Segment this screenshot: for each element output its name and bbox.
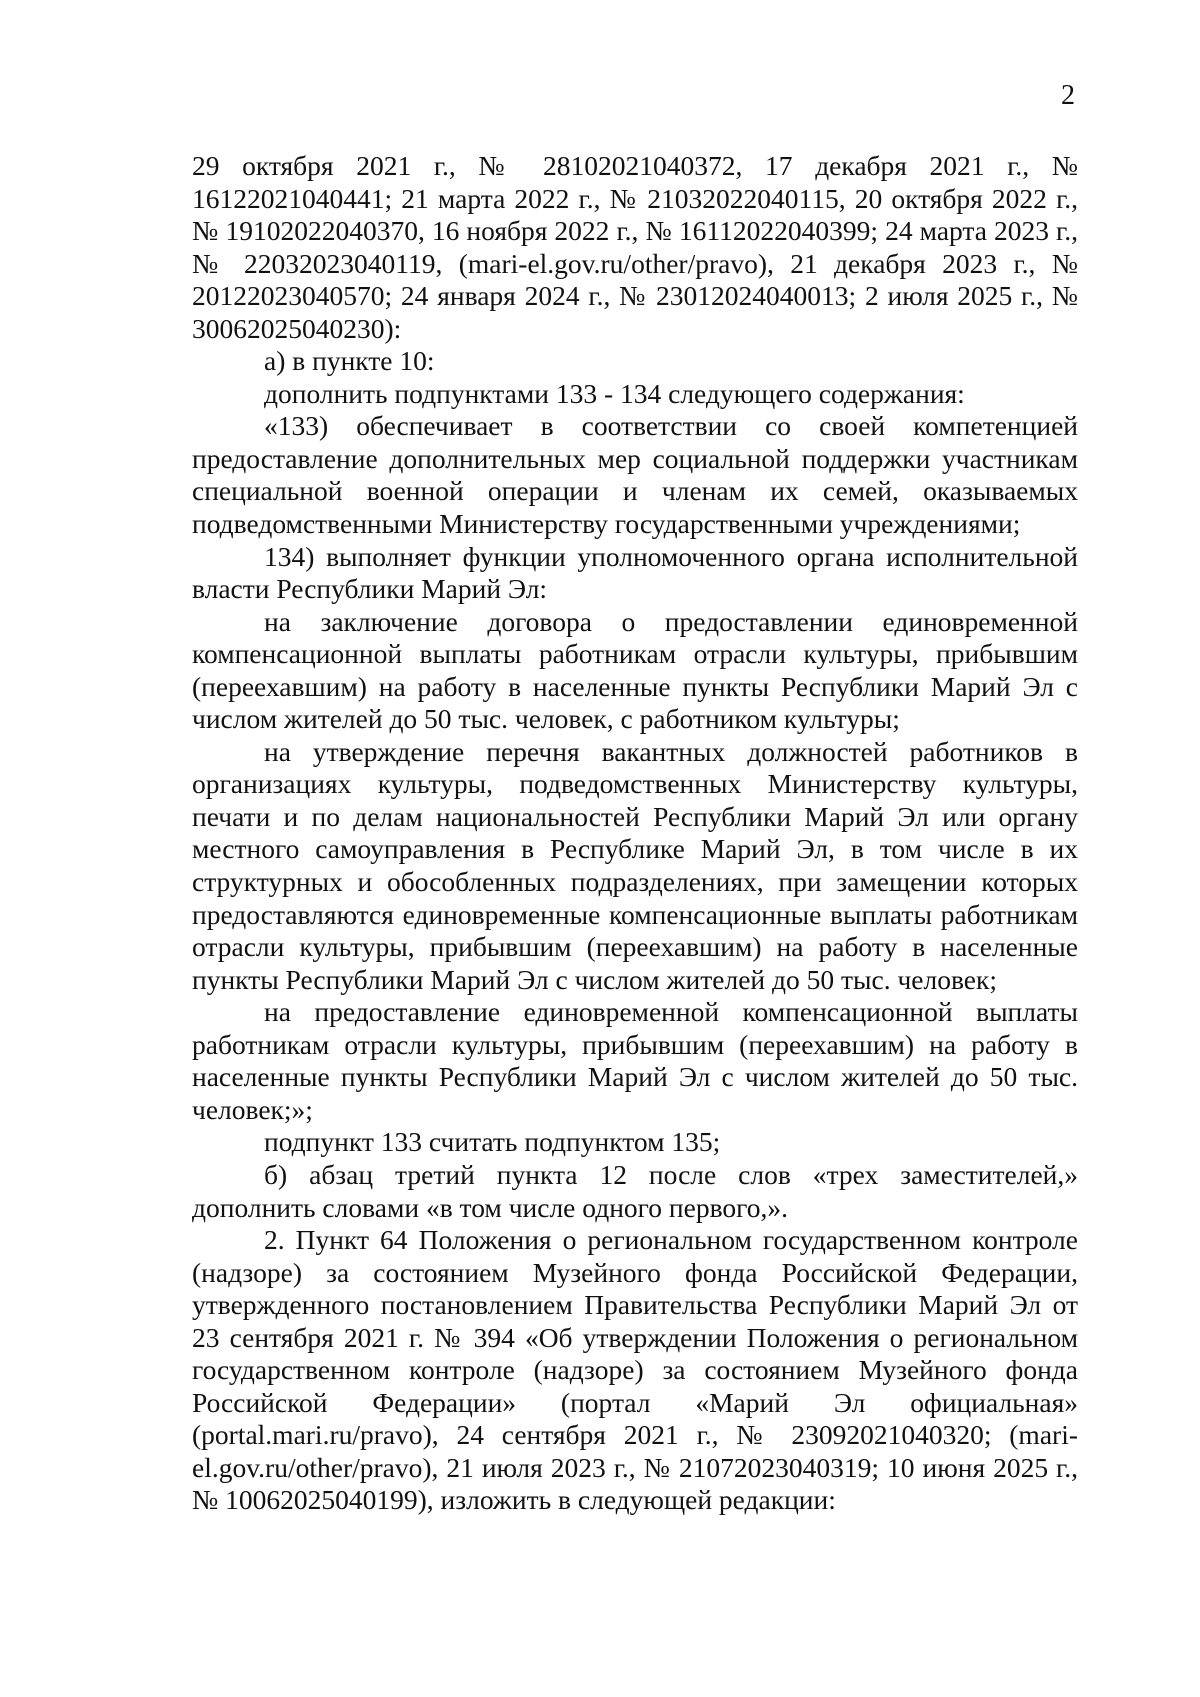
paragraph-contract-conclusion: на заключение договора о предоставлении единовременной компенсационной выплаты работникам отрасли культуры, прибывшим (переехавшим) на работу в населенные пункты Республики Марий Эл с числом жителей до 50 тыс. человек, с работником культуры; bbox=[192, 605, 1078, 735]
paragraph-clause-2: 2. Пункт 64 Положения о региональном государственном контроле (надзоре) за состоянием Музейного фонда Российской Федерации, утвержденного постановлением Правительства Республики Марий Эл от 23 сентября 2021 г. № 394 «Об утверждении Положения о региональном государственном контроле (надзоре) за состоянием Музейного фонда Российской Федерации» (портал «Марий Эл официальная» (portal.mari.ru/pravo), 24 сентября 2021 г., № 23092021040320; (mari-el.gov.ru/other/pravo), 21 июля 2023 г., № 21072023040319; 10 июня 2025 г., № 10062025040199), изложить в следующей редакции: bbox=[192, 1224, 1078, 1516]
paragraph-item-b: б) абзац третий пункта 12 после слов «трех заместителей,» дополнить словами «в том числе одного первого,». bbox=[192, 1158, 1078, 1223]
page-number: 2 bbox=[1061, 80, 1075, 111]
paragraph-renumbering: подпункт 133 считать подпунктом 135; bbox=[264, 1126, 721, 1158]
paragraph-item-a: а) в пункте 10: bbox=[264, 345, 435, 377]
paragraph-publication-list: 29 октября 2021 г., № 28102021040372, 17 декабря 2021 г., № 16122021040441; 21 марта 2022 г., № 21032022040115, 20 октября 2022 г., № 19102022040370, 16 ноября 2022 г., № 16112022040399; 24 марта 2023 г., № 22032023040119, (mari-el.gov.ru/other/pravo), 21 декабря 2023 г., № 20122023040570; 24 января 2024 г., № 23012024040013; 2 июля 2025 г., № 30062025040230): bbox=[192, 150, 1078, 344]
paragraph-supplement-subitems: дополнить подпунктами 133 - 134 следующего содержания: bbox=[264, 377, 965, 409]
paragraph-subitem-134: 134) выполняет функции уполномоченного органа исполнительной власти Республики Марий Эл: bbox=[192, 540, 1078, 605]
paragraph-payment-provision: на предоставление единовременной компенсационной выплаты работникам отрасли культуры, прибывшим (переехавшим) на работу в населенные пункты Республики Марий Эл с числом жителей до 50 тыс. человек;»; bbox=[192, 996, 1078, 1125]
document-body bbox=[192, 150, 1078, 1517]
paragraph-vacancy-list-approval: на утверждение перечня вакантных должностей работников в организациях культуры, подведомственных Министерству культуры, печати и по делам национальностей Республики Марий Эл или органу местного самоуправления в Республике Марий Эл, в том числе в их структурных и обособленных подразделениях, при замещении которых предоставляются единовременные компенсационные выплаты работникам отрасли культуры, прибывшим (переехавшим) на работу в населенные пункты Республики Марий Эл с числом жителей до 50 тыс. человек; bbox=[192, 735, 1078, 995]
paragraph-subitem-133: «133) обеспечивает в соответствии со своей компетенцией предоставление дополнительных мер социальной поддержки участникам специальной военной операции и членам их семей, оказываемых подведомственными Министерству государственными учреждениями; bbox=[192, 410, 1078, 540]
